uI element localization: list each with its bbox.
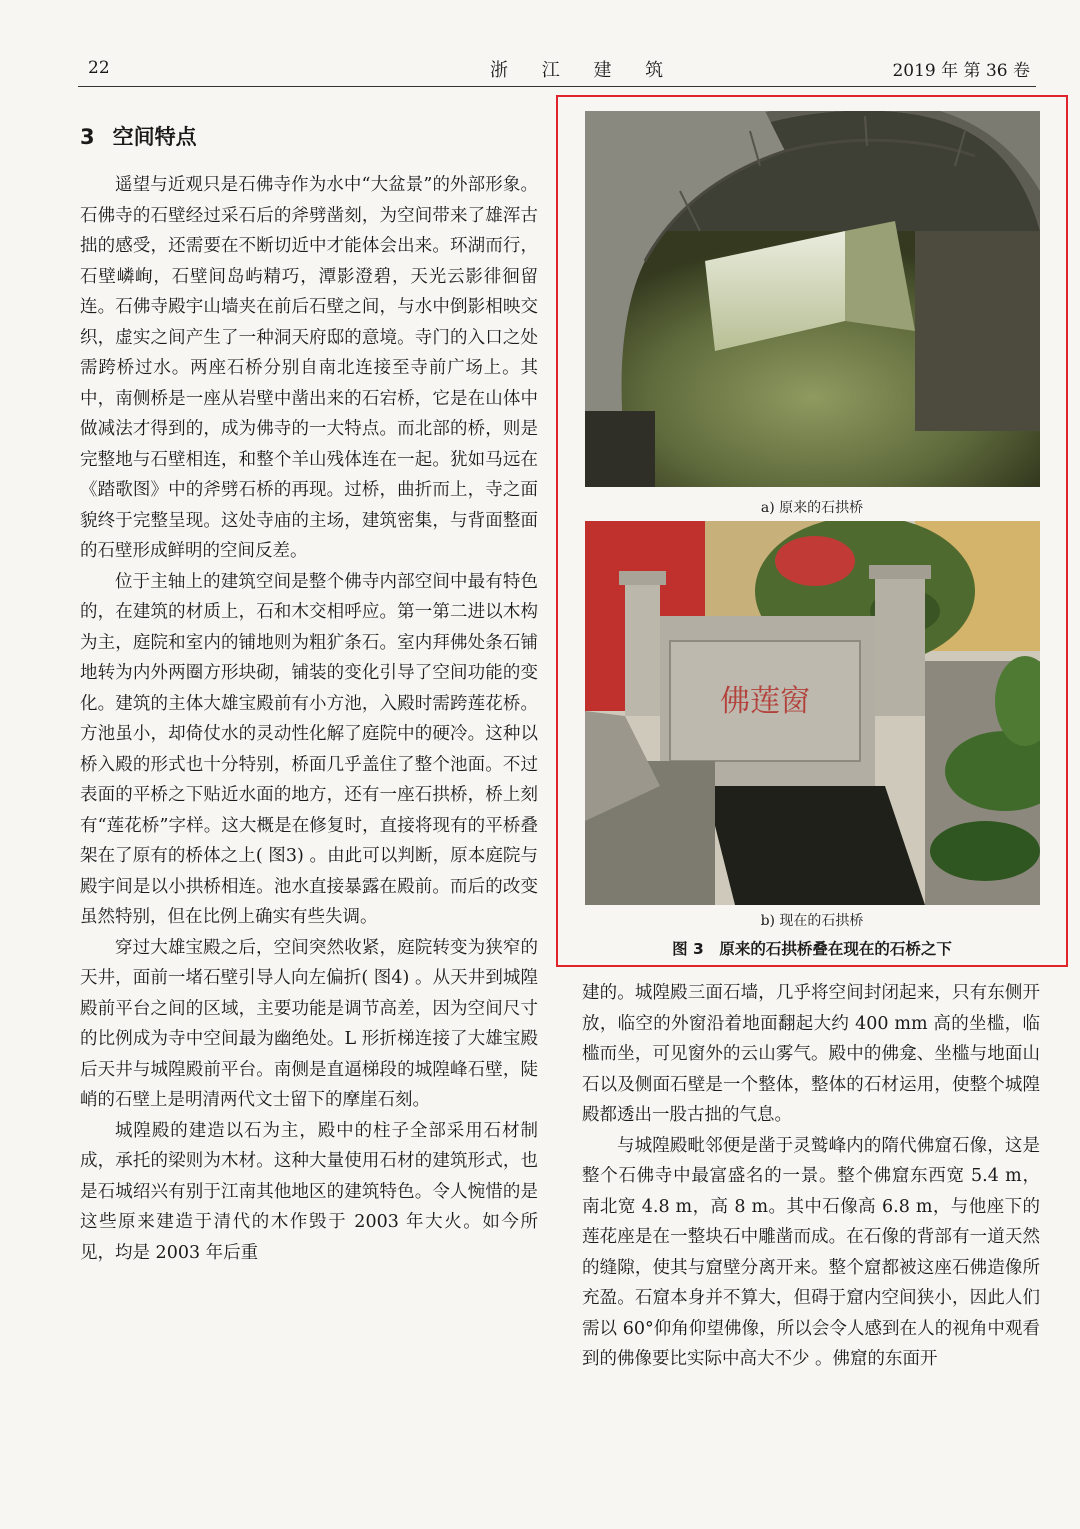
- bridge-inscription: 佛莲窗: [720, 684, 810, 719]
- section-title: 空间特点: [112, 125, 197, 149]
- journal-title: 浙 江 建 筑: [490, 60, 678, 81]
- photo-current-stone-bridge: [585, 521, 1040, 905]
- subcaption-b: b) 现在的石拱桥: [760, 913, 864, 929]
- running-header: [78, 52, 1036, 87]
- page-number: 22: [88, 58, 110, 78]
- volume-info: 2019 年 第 36 卷: [892, 61, 1030, 81]
- figure-caption: 图 3 原来的石拱桥叠在现在的石桥之下: [672, 940, 952, 958]
- paragraph: 与城隍殿毗邻便是凿于灵鹫峰内的隋代佛窟石像，这是整个石佛寺中最富盛名的一景。整个佛窟东西宽 5.4 m，南北宽 4.8 m，高 8 m。其中石像高 6.8 m，与他座下的莲花座是在一整块石中雕凿而成。在石像的背部有一道天然的缝隙，使其与窟壁分离开来。整个窟都被这座石佛造像所充盈。石窟本身并不算大，但碍于窟内空间狭小，因此人们需以 60°仰角仰望佛像，所以会令人感到在人的视角中观看到的佛像要比实际中高大不少 。佛窟的东面开: [582, 1135, 1040, 1369]
- subcaption-a: a) 原来的石拱桥: [760, 500, 864, 516]
- paragraph: 城隍殿的建造以石为主，殿中的柱子全部采用石材制成，承托的梁则为木材。这种大量使用石材的建筑形式，也是石城绍兴有别于江南其他地区的建筑特色。令人惋惜的是这些原来建造于清代的木作毁于 2003 年大火。如今所见，均是 2003 年后重: [80, 1120, 538, 1263]
- paragraph: 穿过大雄宝殿之后，空间突然收紧，庭院转变为狭窄的天井，面前一堵石壁引导人向左偏折( 图4) 。从天井到城隍殿前平台之间的区域，主要功能是调节高差，因为空间尺寸的比例成为寺中空间最为幽绝处。L 形折梯连接了大雄宝殿后天井与城隍殿前平台。南侧是直逼梯段的城隍峰石壁，陡峭的石壁上是明清两代文士留下的摩崖石刻。: [80, 937, 538, 1110]
- figure-3: [556, 95, 1068, 967]
- section-number: 3: [80, 125, 95, 149]
- paragraph: 建的。城隍殿三面石墙，几乎将空间封闭起来，只有东侧开放，临空的外窗沿着地面翻起大约 400 mm 高的坐槛，临槛而坐，可见窗外的云山雾气。殿中的佛龛、坐槛与地面山石以及侧面石壁是一个整体，整体的石材运用，使整个城隍殿都透出一股古拙的气息。: [582, 983, 1040, 1125]
- left-column: [80, 170, 538, 1268]
- section-heading: [80, 121, 197, 151]
- photo-original-arch-bridge: [585, 111, 1040, 487]
- paragraph: 遥望与近观只是石佛寺作为水中“大盆景”的外部形象。石佛寺的石壁经过采石后的斧劈凿刻，为空间带来了雄浑古拙的感受，还需要在不断切近中才能体会出来。环湖而行，石壁嶙峋，石壁间岛屿精巧，潭影澄碧，天光云影徘徊留连。石佛寺殿宇山墙夹在前后石壁之间，与水中倒影相映交织，虚实之间产生了一种洞天府邸的意境。寺门的入口之处需跨桥过水。两座石桥分别自南北连接至寺前广场上。其中，南侧桥是一座从岩壁中凿出来的石宕桥，它是在山体中做减法才得到的，成为佛寺的一大特点。而北部的桥，则是完整地与石壁相连，和整个羊山残体连在一起。犹如马远在《踏歌图》中的斧劈石桥的再现。过桥，曲折而上，寺之面貌终于完整呈现。这处寺庙的主场，建筑密集，与背面整面的石壁形成鲜明的空间反差。: [80, 175, 538, 561]
- right-column: [582, 978, 1040, 1375]
- paragraph: 位于主轴上的建筑空间是整个佛寺内部空间中最有特色的，在建筑的材质上，石和木交相呼应。第一第二进以木构为主，庭院和室内的铺地则为粗犷条石。室内拜佛处条石铺地转为内外两圈方形块砌，铺装的变化引导了空间功能的变化。建筑的主体大雄宝殿前有小方池，入殿时需跨莲花桥。方池虽小，却倚仗水的灵动性化解了庭院中的硬冷。这种以桥入殿的形式也十分特别，桥面几乎盖住了整个池面。不过表面的平桥之下贴近水面的地方，还有一座石拱桥，桥上刻有“莲花桥”字样。这大概是在修复时，直接将现有的平桥叠架在了原有的桥体之上( 图3) 。由此可以判断，原本庭院与殿宇间是以小拱桥相连。池水直接暴露在殿前。而后的改变虽然特别，但在比例上确实有些失调。: [80, 571, 538, 927]
